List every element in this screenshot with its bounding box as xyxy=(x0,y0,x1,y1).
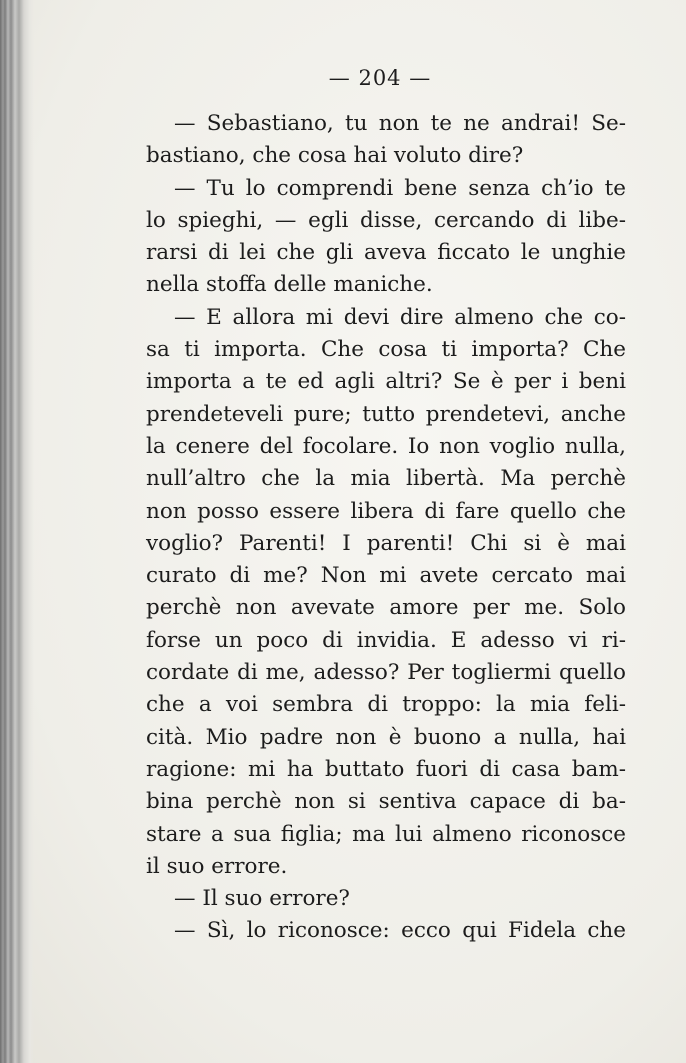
text-line: nella stoffa delle maniche. xyxy=(146,272,433,298)
body-text xyxy=(146,108,626,948)
text-line: non posso essere libera di fare quello che xyxy=(146,498,626,524)
text-line: bina perchè non si sentiva capace di ba- xyxy=(146,789,626,815)
text-line: la cenere del focolare. Io non voglio nulla, xyxy=(146,433,626,459)
text-line: lo spieghi, — egli disse, cercando di libe- xyxy=(146,207,626,233)
text-line: — Tu lo comprendi bene senza ch’io te xyxy=(174,175,626,201)
text-line: — Sì, lo riconosce: ecco qui Fidela che xyxy=(174,918,626,944)
text-line: forse un poco di invidia. E adesso vi ri- xyxy=(146,627,626,653)
text-line: — E allora mi devi dire almeno che co- xyxy=(174,304,626,330)
text-line: bastiano, che cosa hai voluto dire? xyxy=(146,143,524,169)
text-line: cordate di me, adesso? Per togliermi quello xyxy=(146,660,626,686)
page-number: — 204 — xyxy=(328,66,432,90)
text-line: ragione: mi ha buttato fuori di casa bam- xyxy=(146,756,626,782)
text-line: perchè non avevate amore per me. Solo xyxy=(146,595,626,621)
text-line: che a voi sembra di troppo: la mia feli- xyxy=(146,692,626,718)
text-line: curato di me? Non mi avete cercato mai xyxy=(146,563,626,589)
text-line: — Sebastiano, tu non te ne andrai! Se- xyxy=(174,111,626,136)
text-line: — Il suo errore? xyxy=(174,886,350,912)
text-line: voglio? Parenti! I parenti! Chi si è mai xyxy=(146,530,626,556)
text-line: prendeteveli pure; tutto prendetevi, anche xyxy=(146,401,626,427)
binding-gutter xyxy=(0,0,34,1063)
text-line: sa ti importa. Che cosa ti importa? Che xyxy=(146,337,626,363)
text-line: null’altro che la mia libertà. Ma perchè xyxy=(146,466,626,492)
text-line: stare a sua figlia; ma lui almeno riconosce xyxy=(146,821,626,847)
text-line: importa a te ed agli altri? Se è per i beni xyxy=(146,369,626,395)
text-line: il suo errore. xyxy=(146,853,288,879)
text-line: rarsi di lei che gli aveva ficcato le unghie xyxy=(146,240,626,266)
text-line: cità. Mio padre non è buono a nulla, hai xyxy=(146,724,626,750)
